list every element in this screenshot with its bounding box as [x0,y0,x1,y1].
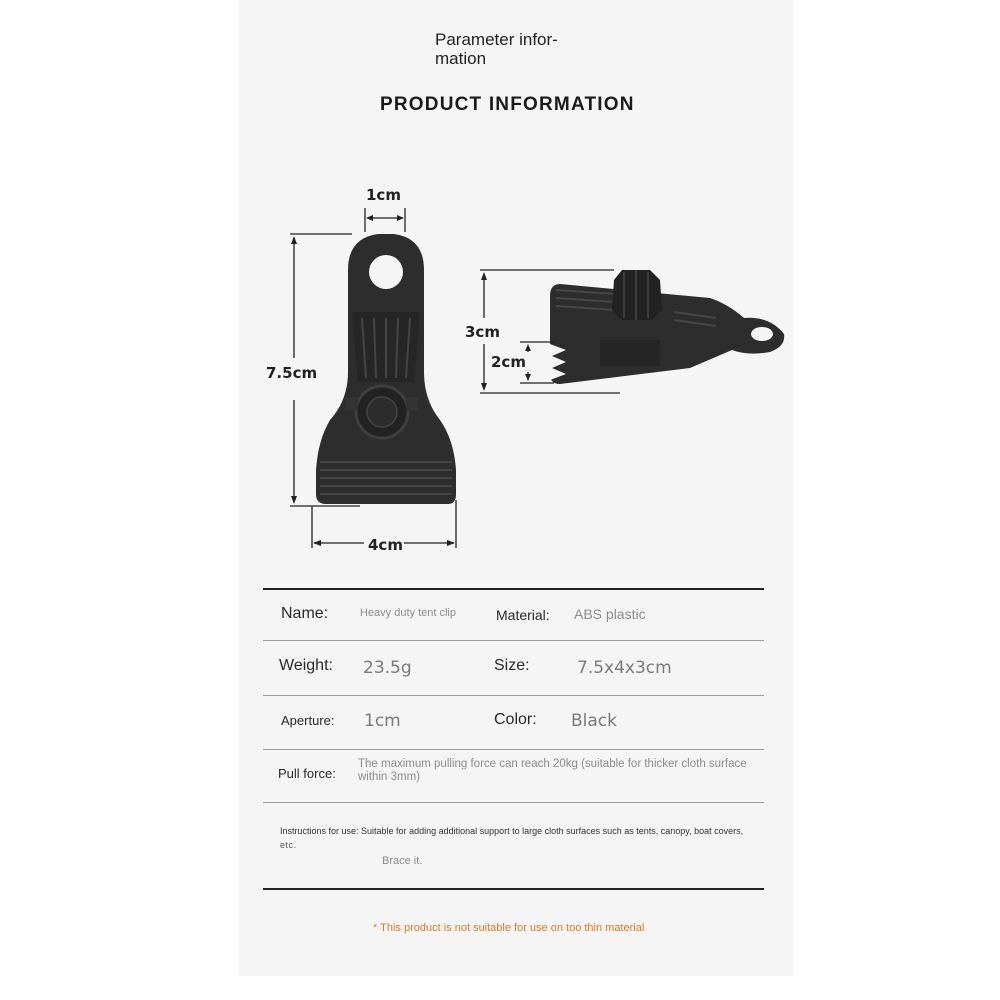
color-value: Black [571,711,617,731]
clip-front-view [316,234,456,504]
instructions-text: Instructions for use: Suitable for adding additional support to large cloth surfaces such as tents, canopy, boat covers, [280,826,744,836]
parameter-title-text: Parameter infor- mation [435,30,558,68]
aperture-value: 1cm [364,711,401,731]
aperture-key: Aperture: [281,713,335,728]
table-rule-1 [263,640,764,641]
dim-label-top-width: 1cm [366,186,401,204]
weight-key: Weight: [279,657,333,674]
table-top-rule [263,588,764,590]
color-key: Color: [494,711,537,728]
product-title: PRODUCT INFORMATION [380,94,635,115]
material-value: ABS plastic [574,606,646,622]
dim-label-height: 7.5cm [266,364,318,382]
clip-side-view [550,270,784,384]
warning-note: * This product is not suitable for use on too thin material [373,922,645,934]
name-value: Heavy duty tent clip [360,607,456,619]
table-rule-3 [263,749,764,750]
material-key: Material: [496,607,550,623]
table-rule-2 [263,695,764,696]
instructions-continuation: etc. [280,840,297,850]
dim-label-side-opening: 2cm [491,353,526,371]
dim-label-side-height: 3cm [465,323,500,341]
pull-force-value: The maximum pulling force can reach 20kg (suitable for thicker cloth surface within 3mm) [358,758,747,783]
table-bottom-rule [263,888,764,890]
weight-value: 23.5g [363,658,412,678]
pull-force-key: Pull force: [278,766,336,781]
instructions-brace: Brace it. [382,855,423,867]
dim-label-bottom-width: 4cm [368,536,403,554]
name-key: Name: [281,605,329,622]
size-key: Size: [494,657,530,674]
table-rule-4 [263,802,764,803]
size-value: 7.5x4x3cm [577,658,672,678]
